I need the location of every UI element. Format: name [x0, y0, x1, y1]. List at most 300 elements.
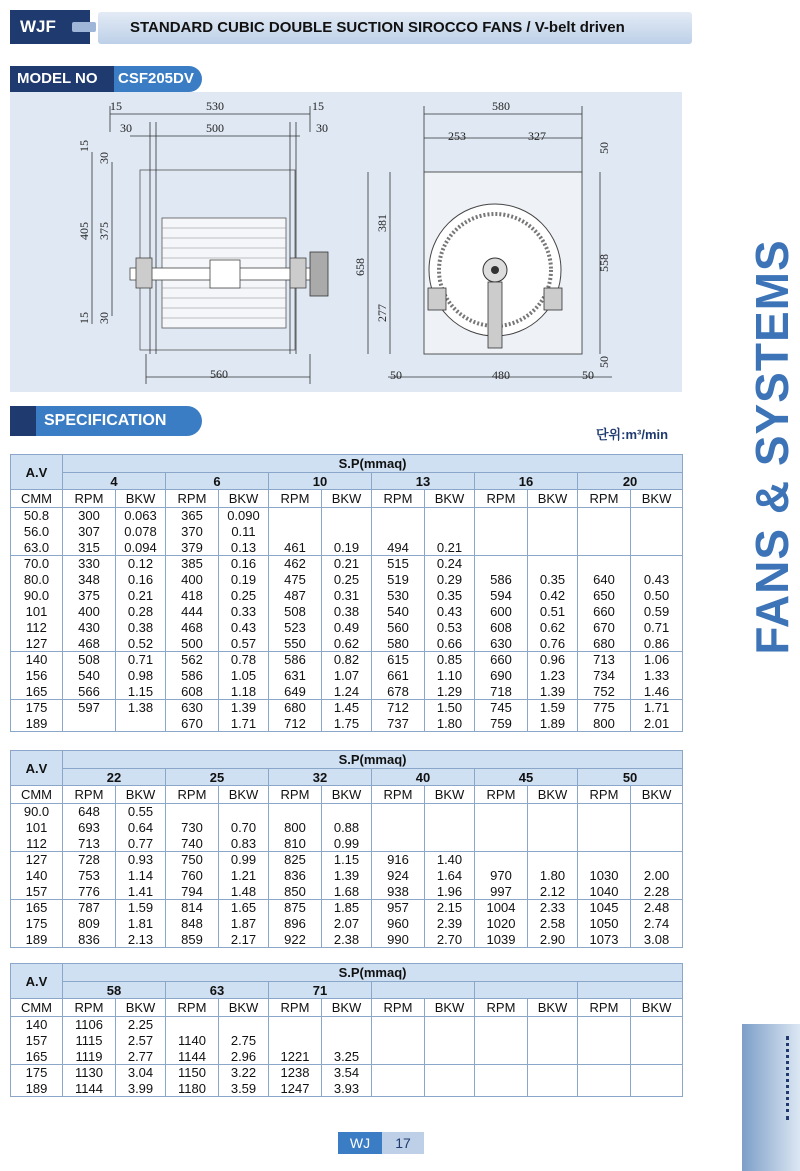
value-cell: 737: [372, 716, 425, 732]
cmm-header: CMM: [11, 786, 63, 804]
value-cell: 825: [269, 852, 322, 868]
value-cell: 1.80: [528, 868, 578, 884]
value-cell: 468: [166, 620, 219, 636]
value-cell: 0.43: [219, 620, 269, 636]
value-cell: [372, 1065, 425, 1081]
value-cell: 800: [578, 716, 631, 732]
table-row: [11, 684, 683, 700]
value-cell: [475, 508, 528, 524]
bkw-header: BKW: [219, 490, 269, 508]
value-cell: 1.15: [116, 684, 166, 700]
dim-label: 405: [77, 222, 91, 240]
page-title: STANDARD CUBIC DOUBLE SUCTION SIROCCO FANS / V-belt driven: [130, 19, 625, 36]
value-cell: 1221: [269, 1049, 322, 1065]
value-cell: 0.71: [116, 652, 166, 668]
value-cell: [475, 1049, 528, 1065]
value-cell: [528, 1033, 578, 1049]
value-cell: [372, 524, 425, 540]
dim-label: 277: [375, 304, 389, 322]
dim-label: 30: [97, 152, 111, 164]
sp-header: S.P(mmaq): [63, 964, 683, 982]
value-cell: [631, 508, 683, 524]
value-cell: 776: [63, 884, 116, 900]
value-cell: [219, 804, 269, 820]
value-cell: 3.99: [116, 1081, 166, 1097]
value-cell: [219, 1017, 269, 1033]
bkw-header: BKW: [322, 999, 372, 1017]
value-cell: 728: [63, 852, 116, 868]
value-cell: 630: [475, 636, 528, 652]
value-cell: [578, 820, 631, 836]
rpm-header: RPM: [578, 490, 631, 508]
value-cell: 0.13: [219, 540, 269, 556]
unit-label: 단위:m³/min: [596, 427, 669, 442]
value-cell: 0.59: [631, 604, 683, 620]
dim-label: 658: [353, 258, 367, 276]
spec-table-3: [10, 963, 683, 1097]
value-cell: 712: [372, 700, 425, 716]
footer-section: WJ: [338, 1132, 382, 1154]
value-cell: 0.62: [528, 620, 578, 636]
value-cell: 0.33: [219, 604, 269, 620]
value-cell: 0.19: [219, 572, 269, 588]
pressure-header: 40: [372, 769, 475, 786]
value-cell: [578, 524, 631, 540]
value-cell: [528, 1049, 578, 1065]
value-cell: 1.40: [425, 852, 475, 868]
dimension-drawing: [10, 92, 682, 392]
value-cell: 0.88: [322, 820, 372, 836]
value-cell: 487: [269, 588, 322, 604]
value-cell: [322, 804, 372, 820]
rpm-header: RPM: [269, 999, 322, 1017]
table-row: [11, 652, 683, 668]
value-cell: 0.96: [528, 652, 578, 668]
value-cell: 745: [475, 700, 528, 716]
value-cell: 630: [166, 700, 219, 716]
value-cell: 809: [63, 916, 116, 932]
value-cell: [578, 556, 631, 572]
value-cell: 0.70: [219, 820, 269, 836]
value-cell: 0.55: [116, 804, 166, 820]
dim-label: 30: [97, 312, 111, 324]
value-cell: 1.75: [322, 716, 372, 732]
value-cell: 1.39: [322, 868, 372, 884]
value-cell: 0.66: [425, 636, 475, 652]
value-cell: 385: [166, 556, 219, 572]
bkw-header: BKW: [322, 786, 372, 804]
value-cell: [578, 540, 631, 556]
value-cell: 678: [372, 684, 425, 700]
value-cell: 2.12: [528, 884, 578, 900]
cmm-header: CMM: [11, 490, 63, 508]
pressure-header: [578, 982, 683, 999]
value-cell: 375: [63, 588, 116, 604]
value-cell: 1.05: [219, 668, 269, 684]
value-cell: 670: [578, 620, 631, 636]
value-cell: 1.33: [631, 668, 683, 684]
cmm-cell: 90.0: [11, 588, 63, 604]
value-cell: 1150: [166, 1065, 219, 1081]
value-cell: 0.99: [322, 836, 372, 852]
value-cell: 597: [63, 700, 116, 716]
model-label: MODEL NO: [10, 66, 114, 92]
table-row: [11, 932, 683, 948]
value-cell: [425, 820, 475, 836]
rpm-header: RPM: [475, 786, 528, 804]
value-cell: [528, 1017, 578, 1033]
value-cell: [269, 508, 322, 524]
dim-label: 50: [597, 356, 611, 368]
pressure-header: [475, 982, 578, 999]
value-cell: 300: [63, 508, 116, 524]
rpm-header: RPM: [372, 786, 425, 804]
value-cell: 660: [578, 604, 631, 620]
value-cell: 0.090: [219, 508, 269, 524]
value-cell: [528, 1081, 578, 1097]
value-cell: 0.063: [116, 508, 166, 524]
value-cell: [578, 1049, 631, 1065]
value-cell: [425, 836, 475, 852]
value-cell: [269, 524, 322, 540]
pressure-header: 71: [269, 982, 372, 999]
value-cell: [166, 804, 219, 820]
value-cell: 1.85: [322, 900, 372, 916]
value-cell: 0.78: [219, 652, 269, 668]
pressure-header: 13: [372, 473, 475, 490]
pressure-header: 6: [166, 473, 269, 490]
dim-label: 580: [492, 99, 510, 113]
value-cell: 1247: [269, 1081, 322, 1097]
value-cell: 2.25: [116, 1017, 166, 1033]
value-cell: 600: [475, 604, 528, 620]
bkw-header: BKW: [219, 786, 269, 804]
value-cell: 1050: [578, 916, 631, 932]
value-cell: 494: [372, 540, 425, 556]
value-cell: 1.48: [219, 884, 269, 900]
value-cell: 3.08: [631, 932, 683, 948]
value-cell: [475, 1017, 528, 1033]
value-cell: 461: [269, 540, 322, 556]
cmm-cell: 140: [11, 868, 63, 884]
value-cell: [528, 804, 578, 820]
cmm-cell: 80.0: [11, 572, 63, 588]
value-cell: 315: [63, 540, 116, 556]
specification-badge: SPECIFICATION: [10, 406, 202, 436]
value-cell: [425, 1049, 475, 1065]
value-cell: 2.13: [116, 932, 166, 948]
value-cell: 1020: [475, 916, 528, 932]
dim-label: 50: [390, 368, 402, 382]
pressure-header: 16: [475, 473, 578, 490]
value-cell: [578, 1033, 631, 1049]
value-cell: 365: [166, 508, 219, 524]
value-cell: 649: [269, 684, 322, 700]
value-cell: 631: [269, 668, 322, 684]
pressure-header: 10: [269, 473, 372, 490]
bkw-header: BKW: [116, 490, 166, 508]
value-cell: 0.98: [116, 668, 166, 684]
cmm-cell: 50.8: [11, 508, 63, 524]
cmm-cell: 140: [11, 652, 63, 668]
value-cell: 0.094: [116, 540, 166, 556]
dim-label: 30: [316, 121, 328, 135]
rpm-header: RPM: [578, 786, 631, 804]
value-cell: 2.28: [631, 884, 683, 900]
value-cell: 2.57: [116, 1033, 166, 1049]
value-cell: [578, 1017, 631, 1033]
value-cell: 750: [166, 852, 219, 868]
value-cell: 1004: [475, 900, 528, 916]
value-cell: [475, 1033, 528, 1049]
value-cell: 3.93: [322, 1081, 372, 1097]
table-row: [11, 556, 683, 572]
value-cell: 1.89: [528, 716, 578, 732]
value-cell: 468: [63, 636, 116, 652]
value-cell: 814: [166, 900, 219, 916]
value-cell: 1.29: [425, 684, 475, 700]
pressure-header: 58: [63, 982, 166, 999]
value-cell: 970: [475, 868, 528, 884]
value-cell: 1.59: [116, 900, 166, 916]
cmm-cell: 165: [11, 900, 63, 916]
bkw-header: BKW: [116, 999, 166, 1017]
value-cell: 0.52: [116, 636, 166, 652]
series-badge-label: WJF: [20, 17, 56, 36]
value-cell: [425, 1017, 475, 1033]
value-cell: 307: [63, 524, 116, 540]
value-cell: 444: [166, 604, 219, 620]
value-cell: 960: [372, 916, 425, 932]
value-cell: [475, 556, 528, 572]
value-cell: [372, 1033, 425, 1049]
table-row: [11, 836, 683, 852]
value-cell: 540: [372, 604, 425, 620]
value-cell: 508: [63, 652, 116, 668]
value-cell: 997: [475, 884, 528, 900]
value-cell: [372, 508, 425, 524]
value-cell: 0.29: [425, 572, 475, 588]
value-cell: 1.06: [631, 652, 683, 668]
value-cell: 648: [63, 804, 116, 820]
side-dots: [786, 1036, 790, 1120]
value-cell: [116, 716, 166, 732]
value-cell: [322, 508, 372, 524]
value-cell: 594: [475, 588, 528, 604]
cmm-cell: 101: [11, 604, 63, 620]
value-cell: 1.15: [322, 852, 372, 868]
dim-label: 375: [97, 222, 111, 240]
value-cell: [631, 524, 683, 540]
value-cell: 1106: [63, 1017, 116, 1033]
value-cell: 1.10: [425, 668, 475, 684]
bkw-header: BKW: [631, 999, 683, 1017]
pressure-header: [372, 982, 475, 999]
value-cell: 730: [166, 820, 219, 836]
value-cell: 1.14: [116, 868, 166, 884]
value-cell: 1144: [166, 1049, 219, 1065]
rpm-header: RPM: [269, 490, 322, 508]
value-cell: 560: [372, 620, 425, 636]
value-cell: 753: [63, 868, 116, 884]
value-cell: [578, 836, 631, 852]
rpm-header: RPM: [63, 786, 116, 804]
dim-label: 50: [597, 142, 611, 154]
value-cell: 0.21: [425, 540, 475, 556]
value-cell: 1.07: [322, 668, 372, 684]
rpm-header: RPM: [475, 999, 528, 1017]
value-cell: [631, 556, 683, 572]
cmm-cell: 156: [11, 668, 63, 684]
value-cell: 1.18: [219, 684, 269, 700]
value-cell: 875: [269, 900, 322, 916]
value-cell: [631, 540, 683, 556]
value-cell: 810: [269, 836, 322, 852]
model-value: CSF205DV: [114, 66, 202, 92]
value-cell: 0.50: [631, 588, 683, 604]
header-title-bar: [98, 12, 692, 44]
value-cell: 475: [269, 572, 322, 588]
value-cell: [322, 524, 372, 540]
cmm-cell: 56.0: [11, 524, 63, 540]
value-cell: 2.48: [631, 900, 683, 916]
value-cell: [631, 820, 683, 836]
value-cell: 0.64: [116, 820, 166, 836]
value-cell: 775: [578, 700, 631, 716]
value-cell: 2.90: [528, 932, 578, 948]
value-cell: 713: [578, 652, 631, 668]
value-cell: 0.53: [425, 620, 475, 636]
value-cell: 680: [578, 636, 631, 652]
value-cell: 1144: [63, 1081, 116, 1097]
cmm-cell: 112: [11, 836, 63, 852]
value-cell: [475, 852, 528, 868]
table-row: [11, 884, 683, 900]
value-cell: 370: [166, 524, 219, 540]
value-cell: 1.81: [116, 916, 166, 932]
value-cell: 740: [166, 836, 219, 852]
value-cell: [475, 540, 528, 556]
value-cell: 523: [269, 620, 322, 636]
value-cell: 2.00: [631, 868, 683, 884]
value-cell: 922: [269, 932, 322, 948]
value-cell: 1.21: [219, 868, 269, 884]
value-cell: 0.93: [116, 852, 166, 868]
table-row: [11, 1033, 683, 1049]
dim-label: 500: [206, 121, 224, 135]
pressure-header: 50: [578, 769, 683, 786]
value-cell: 1115: [63, 1033, 116, 1049]
value-cell: 0.42: [528, 588, 578, 604]
value-cell: 519: [372, 572, 425, 588]
value-cell: [631, 1033, 683, 1049]
dim-label: 50: [582, 368, 594, 382]
table-row: [11, 1081, 683, 1097]
value-cell: 794: [166, 884, 219, 900]
value-cell: 500: [166, 636, 219, 652]
value-cell: 379: [166, 540, 219, 556]
value-cell: [475, 1065, 528, 1081]
value-cell: 2.15: [425, 900, 475, 916]
value-cell: [372, 836, 425, 852]
value-cell: 3.25: [322, 1049, 372, 1065]
value-cell: 0.12: [116, 556, 166, 572]
value-cell: 0.71: [631, 620, 683, 636]
value-cell: 760: [166, 868, 219, 884]
table-row: [11, 1049, 683, 1065]
value-cell: [528, 540, 578, 556]
value-cell: 1.68: [322, 884, 372, 900]
rpm-header: RPM: [166, 786, 219, 804]
value-cell: 2.75: [219, 1033, 269, 1049]
value-cell: 0.21: [322, 556, 372, 572]
value-cell: [578, 804, 631, 820]
table-row: [11, 620, 683, 636]
value-cell: 640: [578, 572, 631, 588]
pressure-header: 22: [63, 769, 166, 786]
value-cell: 1180: [166, 1081, 219, 1097]
value-cell: 615: [372, 652, 425, 668]
cmm-cell: 189: [11, 1081, 63, 1097]
table-row: [11, 868, 683, 884]
value-cell: 0.35: [528, 572, 578, 588]
table-row: [11, 588, 683, 604]
cmm-cell: 101: [11, 820, 63, 836]
value-cell: 800: [269, 820, 322, 836]
value-cell: [631, 1065, 683, 1081]
value-cell: 787: [63, 900, 116, 916]
value-cell: 3.22: [219, 1065, 269, 1081]
value-cell: 1.50: [425, 700, 475, 716]
value-cell: 1.39: [219, 700, 269, 716]
page-footer: [338, 1132, 424, 1154]
table-row: [11, 852, 683, 868]
value-cell: 690: [475, 668, 528, 684]
value-cell: 752: [578, 684, 631, 700]
value-cell: 462: [269, 556, 322, 572]
value-cell: 0.99: [219, 852, 269, 868]
value-cell: [475, 820, 528, 836]
cmm-cell: 175: [11, 700, 63, 716]
value-cell: 896: [269, 916, 322, 932]
bkw-header: BKW: [528, 490, 578, 508]
value-cell: 0.82: [322, 652, 372, 668]
value-cell: [425, 524, 475, 540]
value-cell: [425, 1065, 475, 1081]
value-cell: 0.38: [116, 620, 166, 636]
value-cell: 608: [166, 684, 219, 700]
bkw-header: BKW: [322, 490, 372, 508]
value-cell: 430: [63, 620, 116, 636]
value-cell: 0.43: [425, 604, 475, 620]
dim-label: 558: [597, 254, 611, 272]
value-cell: 938: [372, 884, 425, 900]
value-cell: 0.16: [116, 572, 166, 588]
value-cell: 540: [63, 668, 116, 684]
value-cell: 660: [475, 652, 528, 668]
value-cell: 712: [269, 716, 322, 732]
cmm-cell: 140: [11, 1017, 63, 1033]
spec-table-2: [10, 750, 683, 948]
pressure-header: 32: [269, 769, 372, 786]
value-cell: 693: [63, 820, 116, 836]
value-cell: 0.38: [322, 604, 372, 620]
table-row: [11, 916, 683, 932]
value-cell: 1045: [578, 900, 631, 916]
dim-label: 530: [206, 99, 224, 113]
table-row: [11, 524, 683, 540]
pressure-header: 25: [166, 769, 269, 786]
